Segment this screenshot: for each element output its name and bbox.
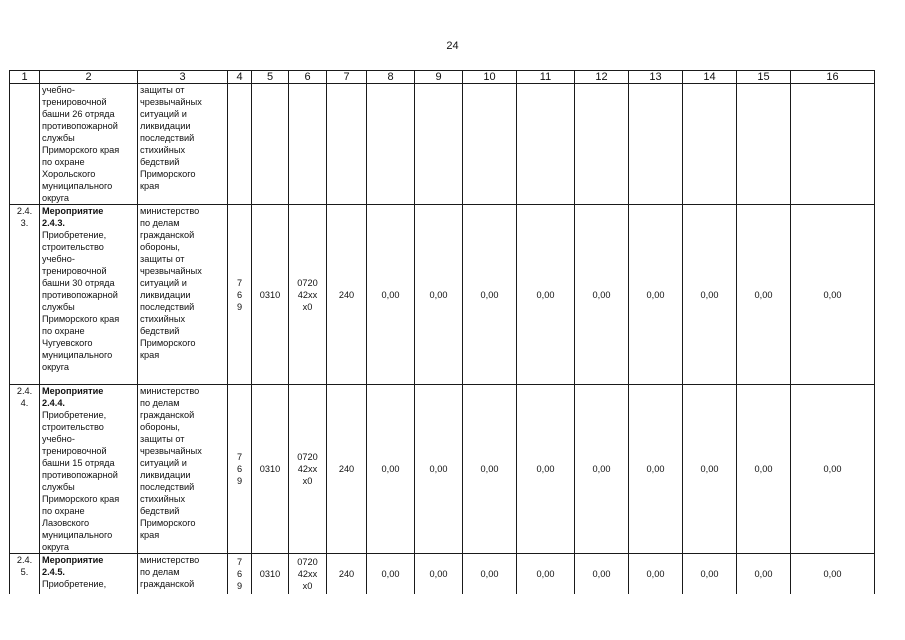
table-row bbox=[10, 205, 875, 385]
table-row bbox=[10, 385, 875, 554]
column-number-13: 13 bbox=[629, 71, 683, 84]
amount-cell bbox=[367, 84, 415, 205]
cell-line: округа bbox=[42, 542, 69, 552]
cell-line: министерство bbox=[140, 555, 200, 565]
amount-cell: 0,00 bbox=[415, 205, 463, 385]
column-number-3: 3 bbox=[138, 71, 228, 84]
cell-line: министерство bbox=[140, 386, 200, 396]
row-index bbox=[10, 385, 40, 554]
cell-line: службы bbox=[42, 133, 75, 143]
cell-line: муниципального bbox=[42, 181, 113, 191]
responsible-executor bbox=[138, 385, 228, 554]
cell-line: бедствий bbox=[140, 157, 180, 167]
cell-line: противопожарной bbox=[42, 470, 118, 480]
amount-cell: 0,00 bbox=[415, 554, 463, 594]
cell-line: 9 bbox=[236, 580, 243, 591]
cell-line: 5. bbox=[20, 567, 29, 577]
cell-line: противопожарной bbox=[42, 121, 118, 131]
amount-cell: 0,00 bbox=[737, 554, 791, 594]
cell-line: 0720 bbox=[297, 556, 318, 567]
target-article-code bbox=[289, 205, 327, 385]
column-number-row bbox=[10, 71, 875, 84]
column-number-4: 4 bbox=[228, 71, 252, 84]
cell-line: башни 26 отряда bbox=[42, 109, 115, 119]
cell-line: строительство bbox=[42, 422, 104, 432]
column-number-5: 5 bbox=[252, 71, 289, 84]
amount-cell: 0,00 bbox=[575, 554, 629, 594]
amount-cell: 0,00 bbox=[683, 205, 737, 385]
column-number-7: 7 bbox=[327, 71, 367, 84]
cell-line: тренировочной bbox=[42, 446, 107, 456]
section-code: 0310 bbox=[252, 385, 289, 554]
cell-line: Хорольского bbox=[42, 169, 96, 179]
amount-cell: 0,00 bbox=[791, 554, 875, 594]
column-number-2: 2 bbox=[40, 71, 138, 84]
cell-line: ликвидации bbox=[140, 470, 191, 480]
cell-line: чрезвычайных bbox=[140, 266, 202, 276]
cell-line: Лазовского bbox=[42, 518, 90, 528]
cell-line: обороны, bbox=[140, 242, 180, 252]
cell-line: Приморского bbox=[140, 169, 196, 179]
cell-line: башни 15 отряда bbox=[42, 458, 115, 468]
cell-line: противопожарной bbox=[42, 290, 118, 300]
target-article-code bbox=[289, 554, 327, 594]
amount-cell bbox=[463, 84, 517, 205]
cell-line: 42хх bbox=[297, 464, 318, 474]
cell-line: муниципального bbox=[42, 530, 113, 540]
cell-line: 9 bbox=[236, 301, 243, 312]
column-number-6: 6 bbox=[289, 71, 327, 84]
cell-line: гражданской bbox=[140, 230, 195, 240]
cell-line: стихийных bbox=[140, 494, 186, 504]
cell-line: учебно- bbox=[42, 85, 75, 95]
cell-line: Мероприятие bbox=[42, 206, 104, 216]
target-article-code bbox=[289, 84, 327, 205]
cell-line: ликвидации bbox=[140, 121, 191, 131]
cell-line: округа bbox=[42, 362, 69, 372]
cell-line: стихийных bbox=[140, 145, 186, 155]
cell-line: 3. bbox=[20, 218, 29, 228]
cell-line: тренировочной bbox=[42, 266, 107, 276]
cell-line: 6 bbox=[236, 464, 243, 474]
amount-cell bbox=[575, 84, 629, 205]
cell-line: 2.4. bbox=[16, 386, 33, 396]
amount-cell: 0,00 bbox=[683, 385, 737, 554]
cell-line: чрезвычайных bbox=[140, 97, 202, 107]
cell-line: министерство bbox=[140, 206, 200, 216]
cell-line: 0720 bbox=[297, 277, 318, 288]
amount-cell: 0,00 bbox=[415, 385, 463, 554]
target-article-code bbox=[289, 385, 327, 554]
cell-line: последствий bbox=[140, 302, 195, 312]
column-number-9: 9 bbox=[415, 71, 463, 84]
amount-cell: 0,00 bbox=[517, 205, 575, 385]
cell-line: Мероприятие bbox=[42, 555, 104, 565]
cell-line: Приморского bbox=[140, 338, 196, 348]
amount-cell: 0,00 bbox=[629, 385, 683, 554]
amount-cell: 0,00 bbox=[629, 554, 683, 594]
cell-line: учебно- bbox=[42, 254, 75, 264]
cell-line: Мероприятие bbox=[42, 386, 104, 396]
amount-cell: 0,00 bbox=[463, 554, 517, 594]
amount-cell: 0,00 bbox=[791, 205, 875, 385]
cell-line: х0 bbox=[302, 580, 313, 591]
cell-line: стихийных bbox=[140, 314, 186, 324]
cell-line: округа bbox=[42, 193, 69, 203]
column-number-11: 11 bbox=[517, 71, 575, 84]
cell-line: Приморского края bbox=[42, 494, 120, 504]
expense-type-code bbox=[327, 84, 367, 205]
measure-name bbox=[40, 554, 138, 594]
grbs-code bbox=[228, 205, 252, 385]
column-number-1: 1 bbox=[10, 71, 40, 84]
cell-line: по делам bbox=[140, 398, 180, 408]
grbs-code bbox=[228, 385, 252, 554]
measure-name bbox=[40, 205, 138, 385]
cell-line: Приморского края bbox=[42, 314, 120, 324]
cell-line: защиты от bbox=[140, 254, 185, 264]
amount-cell bbox=[517, 84, 575, 205]
amount-cell: 0,00 bbox=[683, 554, 737, 594]
expense-type-code: 240 bbox=[327, 205, 367, 385]
cell-line: обороны, bbox=[140, 422, 180, 432]
cell-line: 2.4. bbox=[16, 555, 33, 565]
page-number: 24 bbox=[446, 40, 459, 52]
cell-line: х0 bbox=[302, 301, 313, 312]
cell-line: 0720 bbox=[297, 452, 318, 462]
amount-cell: 0,00 bbox=[575, 205, 629, 385]
amount-cell: 0,00 bbox=[737, 205, 791, 385]
cell-line: службы bbox=[42, 302, 75, 312]
amount-cell: 0,00 bbox=[367, 554, 415, 594]
cell-line: 6 bbox=[236, 289, 243, 300]
section-code bbox=[252, 84, 289, 205]
cell-line: защиты от bbox=[140, 434, 185, 444]
column-number-16: 16 bbox=[791, 71, 875, 84]
amount-cell: 0,00 bbox=[463, 385, 517, 554]
cell-line: гражданской bbox=[140, 579, 195, 589]
cell-line: 42хх bbox=[297, 568, 318, 579]
amount-cell: 0,00 bbox=[629, 205, 683, 385]
cell-line: 7 bbox=[236, 556, 243, 567]
column-number-10: 10 bbox=[463, 71, 517, 84]
cell-line: по охране bbox=[42, 157, 85, 167]
amount-cell: 0,00 bbox=[367, 205, 415, 385]
amount-cell: 0,00 bbox=[737, 385, 791, 554]
column-number-14: 14 bbox=[683, 71, 737, 84]
responsible-executor bbox=[138, 205, 228, 385]
amount-cell: 0,00 bbox=[517, 385, 575, 554]
cell-line: 2.4.4. bbox=[42, 398, 65, 408]
cell-line: службы bbox=[42, 482, 75, 492]
responsible-executor bbox=[138, 554, 228, 594]
grbs-code bbox=[228, 554, 252, 594]
row-index bbox=[10, 554, 40, 594]
grbs-code bbox=[228, 84, 252, 205]
expense-type-code: 240 bbox=[327, 554, 367, 594]
cell-line: гражданской bbox=[140, 410, 195, 420]
expense-type-code: 240 bbox=[327, 385, 367, 554]
table-row bbox=[10, 554, 875, 594]
cell-line: 2.4. bbox=[16, 206, 33, 216]
cell-line: 7 bbox=[236, 277, 243, 288]
cell-line: 9 bbox=[236, 476, 243, 486]
cell-line: 7 bbox=[236, 452, 243, 462]
cell-line: ситуаций и bbox=[140, 458, 187, 468]
cell-line: края bbox=[140, 530, 160, 540]
cell-line: Приобретение, bbox=[42, 410, 107, 420]
row-index bbox=[10, 84, 40, 205]
amount-cell bbox=[791, 84, 875, 205]
cell-line: по делам bbox=[140, 567, 180, 577]
cell-line: по охране bbox=[42, 506, 85, 516]
cell-line: строительство bbox=[42, 242, 104, 252]
measure-name bbox=[40, 84, 138, 205]
cell-line: чрезвычайных bbox=[140, 446, 202, 456]
cell-line: бедствий bbox=[140, 326, 180, 336]
cell-line: Приобретение, bbox=[42, 579, 107, 589]
cell-line: края bbox=[140, 350, 160, 360]
amount-cell bbox=[683, 84, 737, 205]
cell-line: 2.4.3. bbox=[42, 218, 65, 228]
cell-line: башни 30 отряда bbox=[42, 278, 115, 288]
section-code: 0310 bbox=[252, 205, 289, 385]
cell-line: Приморского bbox=[140, 518, 196, 528]
column-number-12: 12 bbox=[575, 71, 629, 84]
cell-line: по охране bbox=[42, 326, 85, 336]
cell-line: края bbox=[140, 181, 160, 191]
amount-cell: 0,00 bbox=[517, 554, 575, 594]
cell-line: ситуаций и bbox=[140, 278, 187, 288]
cell-line: последствий bbox=[140, 482, 195, 492]
cell-line: 4. bbox=[20, 398, 29, 408]
amount-cell: 0,00 bbox=[367, 385, 415, 554]
section-code: 0310 bbox=[252, 554, 289, 594]
cell-line: Приморского края bbox=[42, 145, 120, 155]
cell-line: 2.4.5. bbox=[42, 567, 65, 577]
budget-table bbox=[9, 70, 875, 594]
cell-line: Чугуевского bbox=[42, 338, 93, 348]
measure-name bbox=[40, 385, 138, 554]
cell-line: тренировочной bbox=[42, 97, 107, 107]
cell-line: по делам bbox=[140, 218, 180, 228]
cell-line: ситуаций и bbox=[140, 109, 187, 119]
responsible-executor bbox=[138, 84, 228, 205]
amount-cell: 0,00 bbox=[791, 385, 875, 554]
cell-line: 42хх bbox=[297, 289, 318, 300]
amount-cell: 0,00 bbox=[463, 205, 517, 385]
row-index bbox=[10, 205, 40, 385]
cell-line: х0 bbox=[302, 476, 313, 486]
cell-line: учебно- bbox=[42, 434, 75, 444]
cell-line: 6 bbox=[236, 568, 243, 579]
cell-line: муниципального bbox=[42, 350, 113, 360]
cell-line: последствий bbox=[140, 133, 195, 143]
amount-cell: 0,00 bbox=[575, 385, 629, 554]
cell-line: Приобретение, bbox=[42, 230, 107, 240]
cell-line: ликвидации bbox=[140, 290, 191, 300]
cell-line: бедствий bbox=[140, 506, 180, 516]
column-number-15: 15 bbox=[737, 71, 791, 84]
amount-cell bbox=[629, 84, 683, 205]
column-number-8: 8 bbox=[367, 71, 415, 84]
table-row bbox=[10, 84, 875, 205]
cell-line: защиты от bbox=[140, 85, 185, 95]
amount-cell bbox=[737, 84, 791, 205]
amount-cell bbox=[415, 84, 463, 205]
